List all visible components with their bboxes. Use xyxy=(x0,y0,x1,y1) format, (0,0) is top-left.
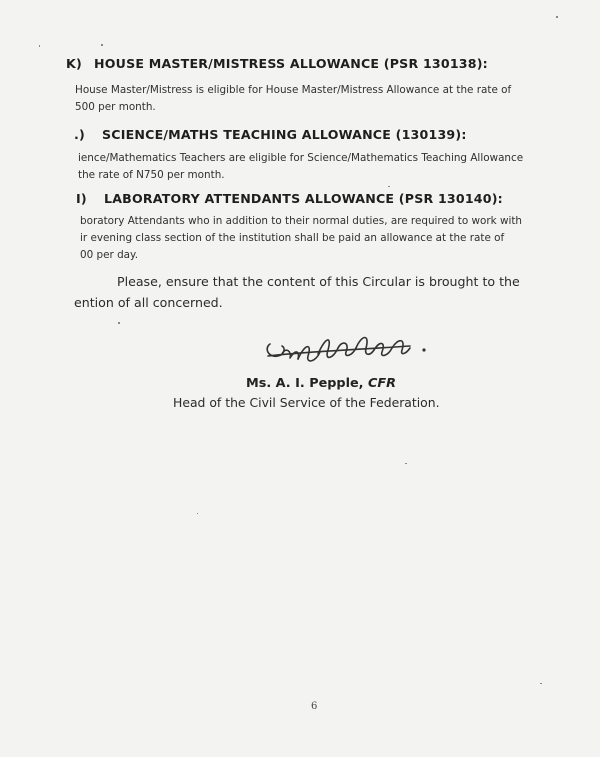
closing-line-2: ention of all concerned. xyxy=(74,295,223,310)
section-body-line: 500 per month. xyxy=(75,101,156,113)
signatory-name xyxy=(246,376,396,391)
signatory-name-text: Ms. A. I. Pepple, xyxy=(246,376,364,391)
signatory-title: Head of the Civil Service of the Federation. xyxy=(173,395,440,410)
page-number: 6 xyxy=(311,701,318,712)
closing-line-1: Please, ensure that the content of this Circular is brought to the xyxy=(117,274,520,289)
scan-speck xyxy=(118,322,120,324)
section-body-line: ir evening class section of the institution shall be paid an allowance at the rate of xyxy=(80,232,505,244)
section-number: I) xyxy=(76,191,87,206)
scan-speck xyxy=(39,45,40,47)
scan-speck xyxy=(101,44,103,46)
signature-image xyxy=(260,326,440,376)
scan-speck xyxy=(540,683,542,684)
section-title: LABORATORY ATTENDANTS ALLOWANCE (PSR 130140): xyxy=(104,191,503,206)
section-number: .) xyxy=(74,127,85,142)
scan-speck xyxy=(556,16,558,18)
section-heading-science-maths xyxy=(74,127,467,142)
section-title: HOUSE MASTER/MISTRESS ALLOWANCE (PSR 130138): xyxy=(94,56,488,71)
signatory-honour: CFR xyxy=(367,376,396,391)
section-heading-laboratory-attendants xyxy=(76,191,503,206)
scan-speck xyxy=(388,186,390,187)
section-body-line: ience/Mathematics Teachers are eligible for Science/Mathematics Teaching Allowance xyxy=(78,152,524,164)
section-number: K) xyxy=(66,56,82,71)
section-body-line: the rate of N750 per month. xyxy=(78,169,225,181)
section-body-line: House Master/Mistress is eligible for House Master/Mistress Allowance at the rate of xyxy=(75,84,512,96)
section-body-line: boratory Attendants who in addition to their normal duties, are required to work with xyxy=(80,215,522,227)
scan-speck xyxy=(197,513,198,514)
section-body-line: 00 per day. xyxy=(80,249,139,261)
section-heading-house-master xyxy=(66,56,488,71)
scan-speck xyxy=(405,463,407,464)
section-title: SCIENCE/MATHS TEACHING ALLOWANCE (130139): xyxy=(102,127,467,142)
